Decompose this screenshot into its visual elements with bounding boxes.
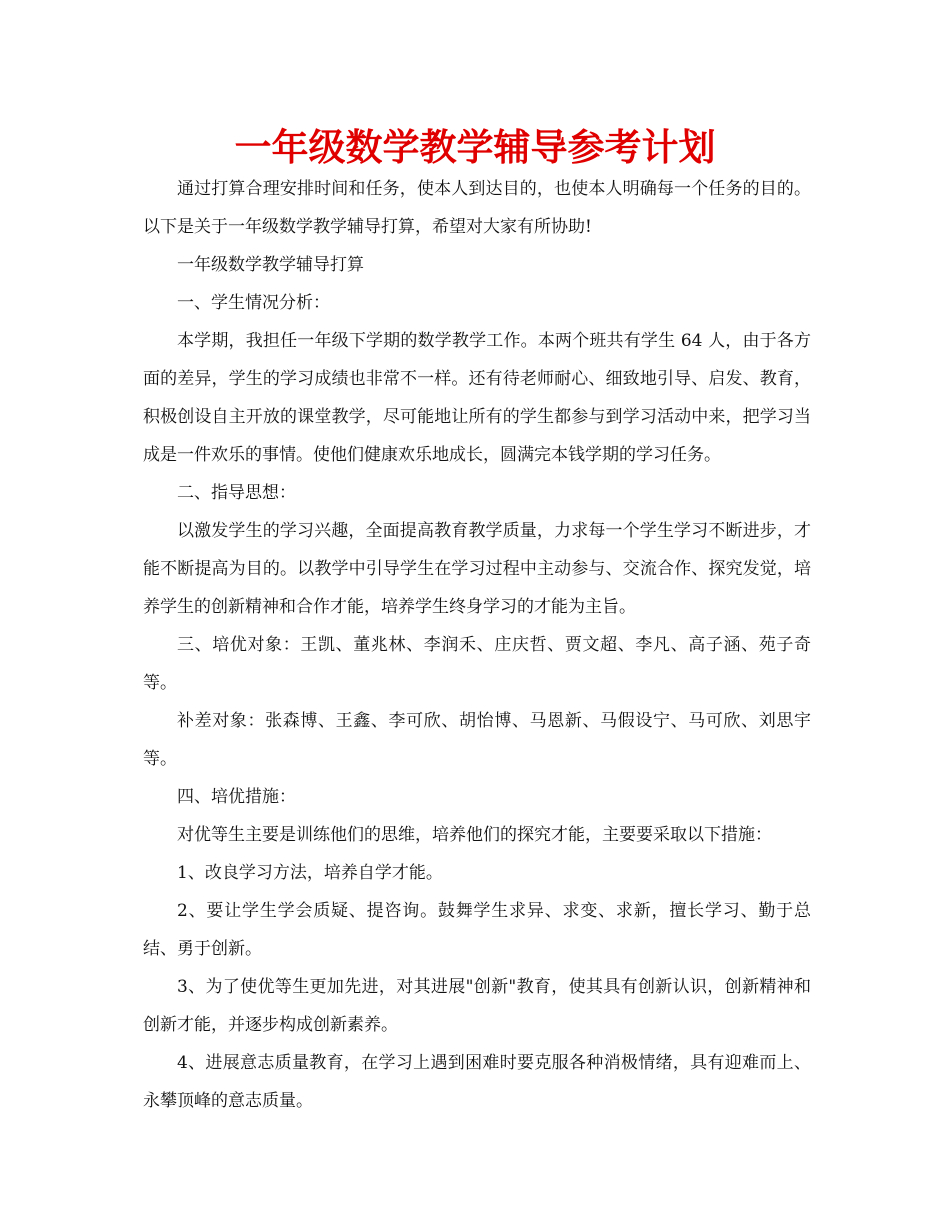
section-heading: 四、培优措施： [177,787,296,807]
paragraph: 三、培优对象：王凯、董兆林、李润禾、庄庆哲、贾文超、李凡、高子涵、苑子奇等。 [143,635,811,693]
section-heading: 一、学生情况分析： [177,293,330,313]
paragraph: 本学期，我担任一年级下学期的数学教学工作。本两个班共有学生 64 人，由于各方面的差异，学生的学习成绩也非常不一样。还有待老师耐心、细致地引导、启发、教育，积极创设自主开放的课堂教学，尽可能地让所有的学生都参与到学习活动中来，把学习当成是一件欢乐的事情。使他们健康欢乐地成长，圆满完本钱学期的学习任务。 [143,331,811,465]
list-item: 2、要让学生学会质疑、提咨询。鼓舞学生求异、求变、求新，擅长学习、勤于总结、勇于创新。 [143,901,811,959]
document-title: 一年级数学教学辅导参考计划 [234,126,716,169]
paragraph: 补差对象：张森博、王鑫、李可欣、胡怡博、马恩新、马假设宁、马可欣、刘思宇等。 [143,711,811,769]
paragraph: 对优等生主要是训练他们的思维，培养他们的探究才能，主要要采取以下措施： [177,825,772,845]
paragraph: 以激发学生的学习兴趣，全面提高教育教学质量，力求每一个学生学习不断进步，才能不断提高为目的。以教学中引导学生在学习过程中主动参与、交流合作、探究发觉，培养学生的创新精神和合作才能，培养学生终身学习的才能为主旨。 [143,521,811,617]
paragraph: 通过打算合理安排时间和任务，使本人到达目的，也使本人明确每一个任务的目的。以下是关于一年级数学教学辅导打算，希望对大家有所协助! [143,179,811,237]
document-body [143,170,811,1120]
list-item: 1、改良学习方法，培养自学才能。 [177,863,443,883]
paragraph: 一年级数学教学辅导打算 [177,255,364,275]
section-heading: 二、指导思想： [177,483,296,503]
list-item: 4、进展意志质量教育，在学习上遇到困难时要克服各种消极情绪，具有迎难而上、永攀顶峰的意志质量。 [143,1053,811,1111]
list-item: 3、为了使优等生更加先进，对其进展"创新"教育，使其具有创新认识，创新精神和创新才能，并逐步构成创新素养。 [143,977,811,1035]
